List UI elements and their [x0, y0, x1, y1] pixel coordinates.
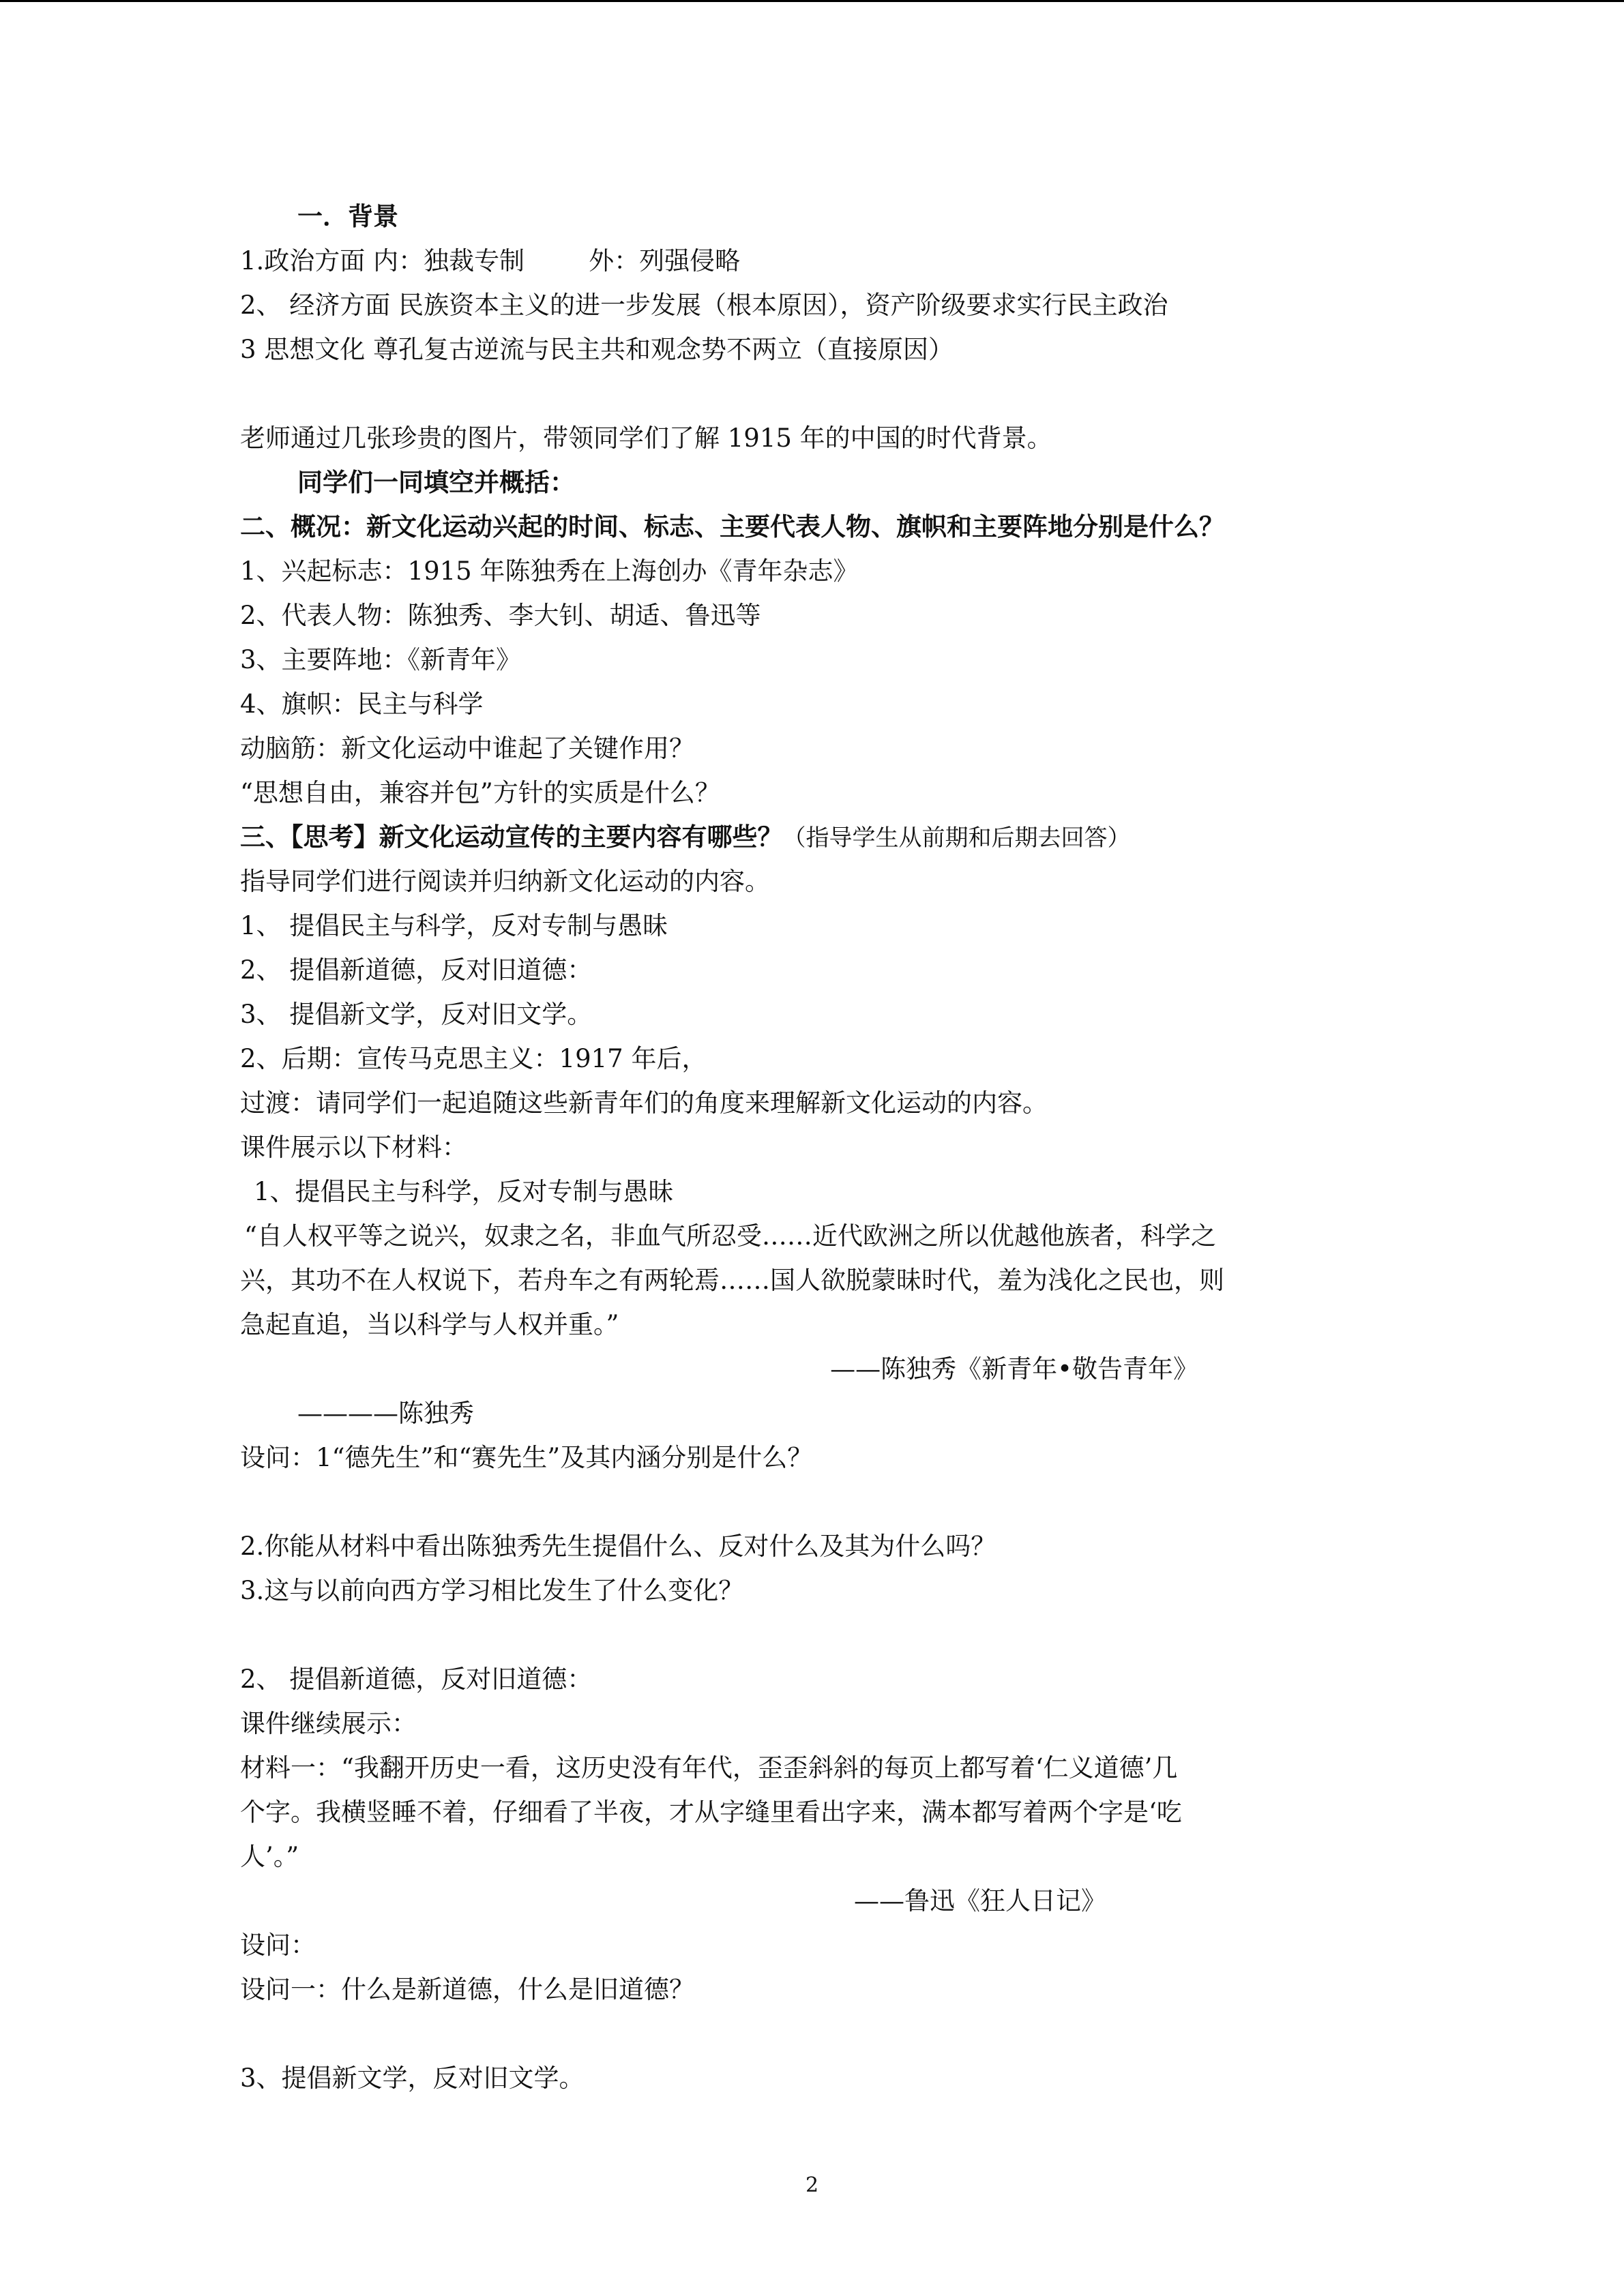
quote-line: 人’。”	[240, 1842, 299, 1871]
thinking-hint: （指导学生从前期和后期去回答）	[782, 824, 1131, 852]
text-line: 课件展示以下材料：	[240, 1133, 467, 1162]
blank-line	[240, 1613, 1400, 1657]
text-line: 老师通过几张珍贵的图片，带领同学们了解 1915 年的中国的时代背景。	[240, 423, 1052, 453]
text-line: 2、代表人物：陈独秀、李大钊、胡适、鲁迅等	[240, 601, 761, 630]
text-line: 3.这与以前向西方学习相比发生了什么变化？	[240, 1576, 744, 1605]
thinking-question: 三、【思考】新文化运动宣传的主要内容有哪些？	[240, 822, 783, 852]
top-border-line	[0, 0, 1624, 2]
section-heading-thinking	[240, 815, 1400, 859]
quote-line: 个字。我横竖睡不着，仔细看了半夜，才从字缝里看出字来，满本都写着两个字是‘吃	[240, 1798, 1182, 1827]
text-line: 2、 经济方面 民族资本主义的进一步发展（根本原因），资产阶级要求实行民主政治	[240, 290, 1168, 320]
text-line: 1.政治方面 内：独裁专制 外：列强侵略	[240, 246, 741, 275]
text-line: 设问：1“德先生”和“赛先生”及其内涵分别是什么？	[240, 1443, 813, 1472]
text-line: 2、 提倡新道德，反对旧道德：	[240, 955, 593, 985]
blank-line	[240, 372, 1400, 416]
blank-line	[240, 2012, 1400, 2056]
text-line: 4、旗帜：民主与科学	[240, 689, 484, 719]
text-line: 课件继续展示：	[240, 1709, 417, 1738]
text-line: “思想自由，兼容并包”方针的实质是什么？	[240, 778, 720, 807]
text-line: 1、提倡民主与科学，反对专制与愚昧	[254, 1177, 674, 1206]
quote-author: ————陈独秀	[297, 1399, 474, 1428]
quote-attribution: ——鲁迅《狂人日记》	[854, 1886, 1106, 1915]
page-number: 2	[805, 2173, 819, 2197]
text-line: 过渡：请同学们一起追随这些新青年们的角度来理解新文化运动的内容。	[240, 1088, 1048, 1118]
instruction-heading: 同学们一同填空并概括：	[297, 467, 575, 497]
text-line: 3、提倡新文学，反对旧文学。	[240, 2063, 585, 2093]
quote-line: 急起直追，当以科学与人权并重。”	[240, 1310, 619, 1339]
section-heading-background: 一．背景	[297, 201, 398, 231]
text-line: 3、主要阵地：《新青年》	[240, 645, 522, 674]
document-page	[240, 194, 1400, 2100]
text-line: 3、 提倡新文学，反对旧文学。	[240, 1000, 593, 1029]
section-heading-overview: 二、概况：新文化运动兴起的时间、标志、主要代表人物、旗帜和主要阵地分别是什么？	[240, 511, 1224, 541]
text-line: 2.你能从材料中看出陈独秀先生提倡什么、反对什么及其为什么吗？	[240, 1532, 996, 1561]
quote-attribution: ——陈独秀《新青年•敬告青年》	[830, 1354, 1198, 1384]
text-line: 1、 提倡民主与科学，反对专制与愚昧	[240, 911, 668, 940]
quote-line: “自人权平等之说兴，奴隶之名，非血气所忍受……近代欧洲之所以优越他族者，科学之	[244, 1221, 1216, 1251]
text-line: 动脑筋：新文化运动中谁起了关键作用？	[240, 734, 694, 763]
blank-line	[240, 1480, 1400, 1524]
text-line: 设问：	[240, 1930, 316, 1960]
quote-line: 兴，其功不在人权说下，若舟车之有两轮焉……国人欲脱蒙昧时代，羞为浅化之民也，则	[240, 1266, 1224, 1295]
text-line: 1、兴起标志：1915 年陈独秀在上海创办《青年杂志》	[240, 556, 859, 586]
quote-line: 材料一：“我翻开历史一看，这历史没有年代，歪歪斜斜的每页上都写着‘仁义道德’几	[240, 1753, 1178, 1783]
text-line: 2、后期：宣传马克思主义：1917 年后，	[240, 1044, 707, 1073]
text-line: 指导同学们进行阅读并归纳新文化运动的内容。	[240, 867, 770, 896]
text-line: 2、 提倡新道德，反对旧道德：	[240, 1665, 593, 1694]
text-line: 3 思想文化 尊孔复古逆流与民主共和观念势不两立（直接原因）	[240, 335, 954, 364]
text-line: 设问一：什么是新道德，什么是旧道德？	[240, 1975, 694, 2004]
